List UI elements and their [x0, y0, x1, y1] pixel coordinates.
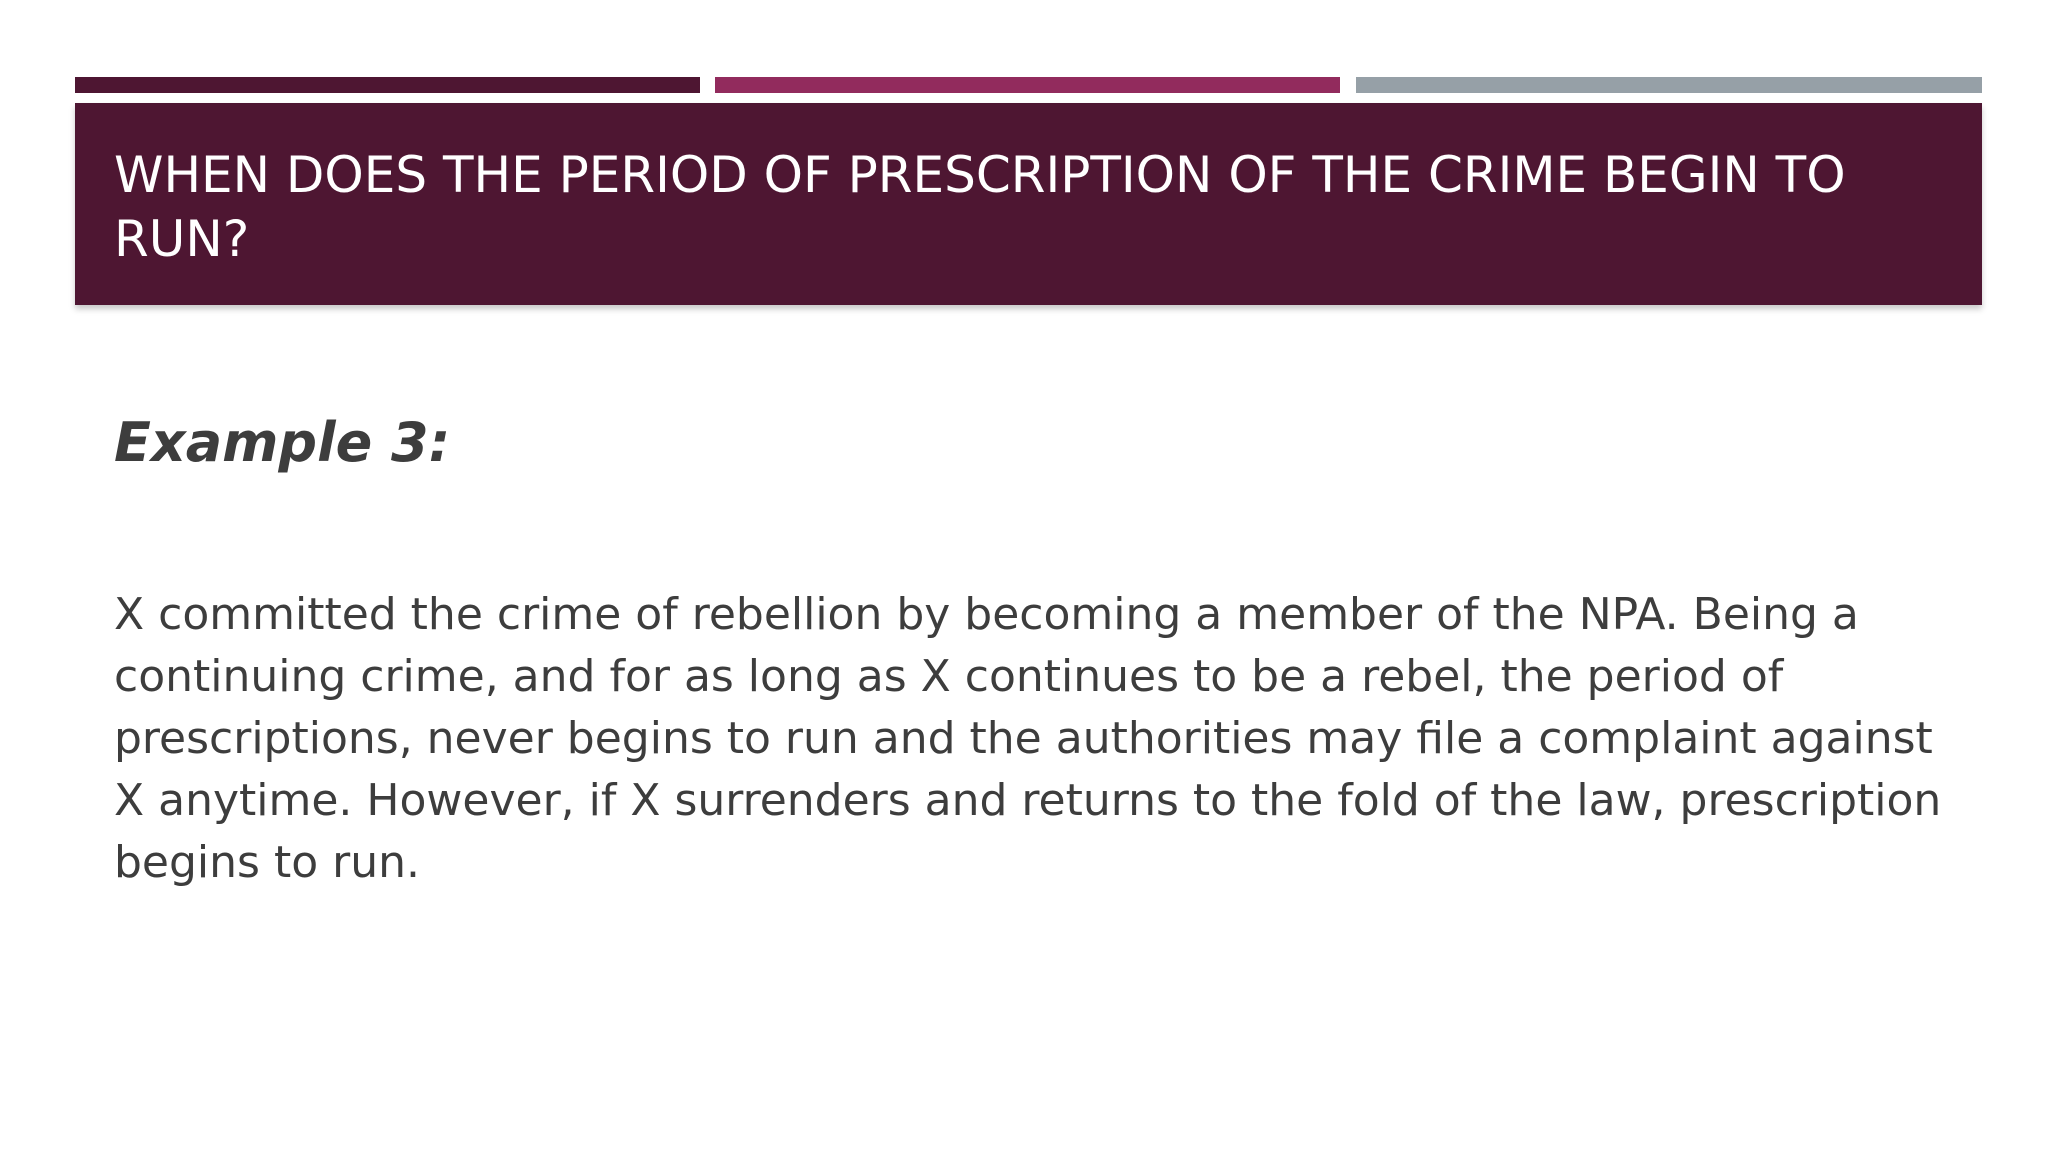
title-band [75, 103, 1982, 305]
accent-bar-gray [1356, 77, 1982, 93]
example-heading: Example 3: [114, 411, 451, 474]
accent-bar-magenta [715, 77, 1340, 93]
accent-bar-dark [75, 77, 700, 93]
body-paragraph: X committed the crime of rebellion by becoming a member of the NPA. Being a continuing crime, and for as long as X continues to be a rebel, the period of prescriptions, never begins to run and the authorities may file a complaint against X anytime. However, if X surrenders and returns to the fold of the law, prescription begins to run. [114, 589, 1942, 888]
slide-title: WHEN DOES THE PERIOD OF PRESCRIPTION OF THE CRIME BEGIN TO RUN? [114, 146, 1846, 268]
